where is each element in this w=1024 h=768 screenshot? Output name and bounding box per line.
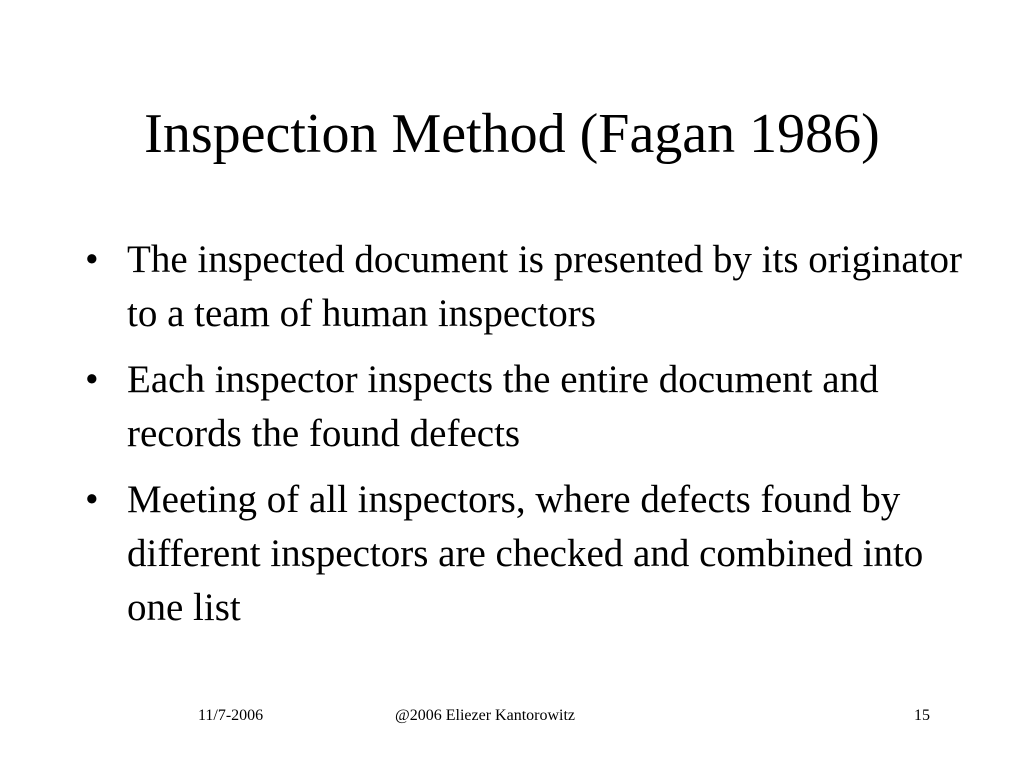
bullet-item <box>85 353 965 461</box>
bullet-icon: • <box>85 238 99 281</box>
bullet-icon: • <box>85 358 99 401</box>
bullet-item <box>85 473 965 635</box>
bullet-text: Meeting of all inspectors, where defects found by different inspectors are checked and combined into one list <box>127 478 924 629</box>
slide-title: Inspection Method (Fagan 1986) <box>144 103 880 165</box>
footer-page-number: 15 <box>914 707 930 724</box>
bullet-item <box>85 233 965 341</box>
footer-date: 11/7-2006 <box>198 707 264 724</box>
bullet-list <box>85 233 965 647</box>
bullet-text: The inspected document is presented by its originator to a team of human inspectors <box>127 238 963 335</box>
bullet-icon: • <box>85 478 99 521</box>
footer-copyright: @2006 Eliezer Kantorowitz <box>395 707 576 724</box>
bullet-text: Each inspector inspects the entire document and records the found defects <box>127 358 879 455</box>
